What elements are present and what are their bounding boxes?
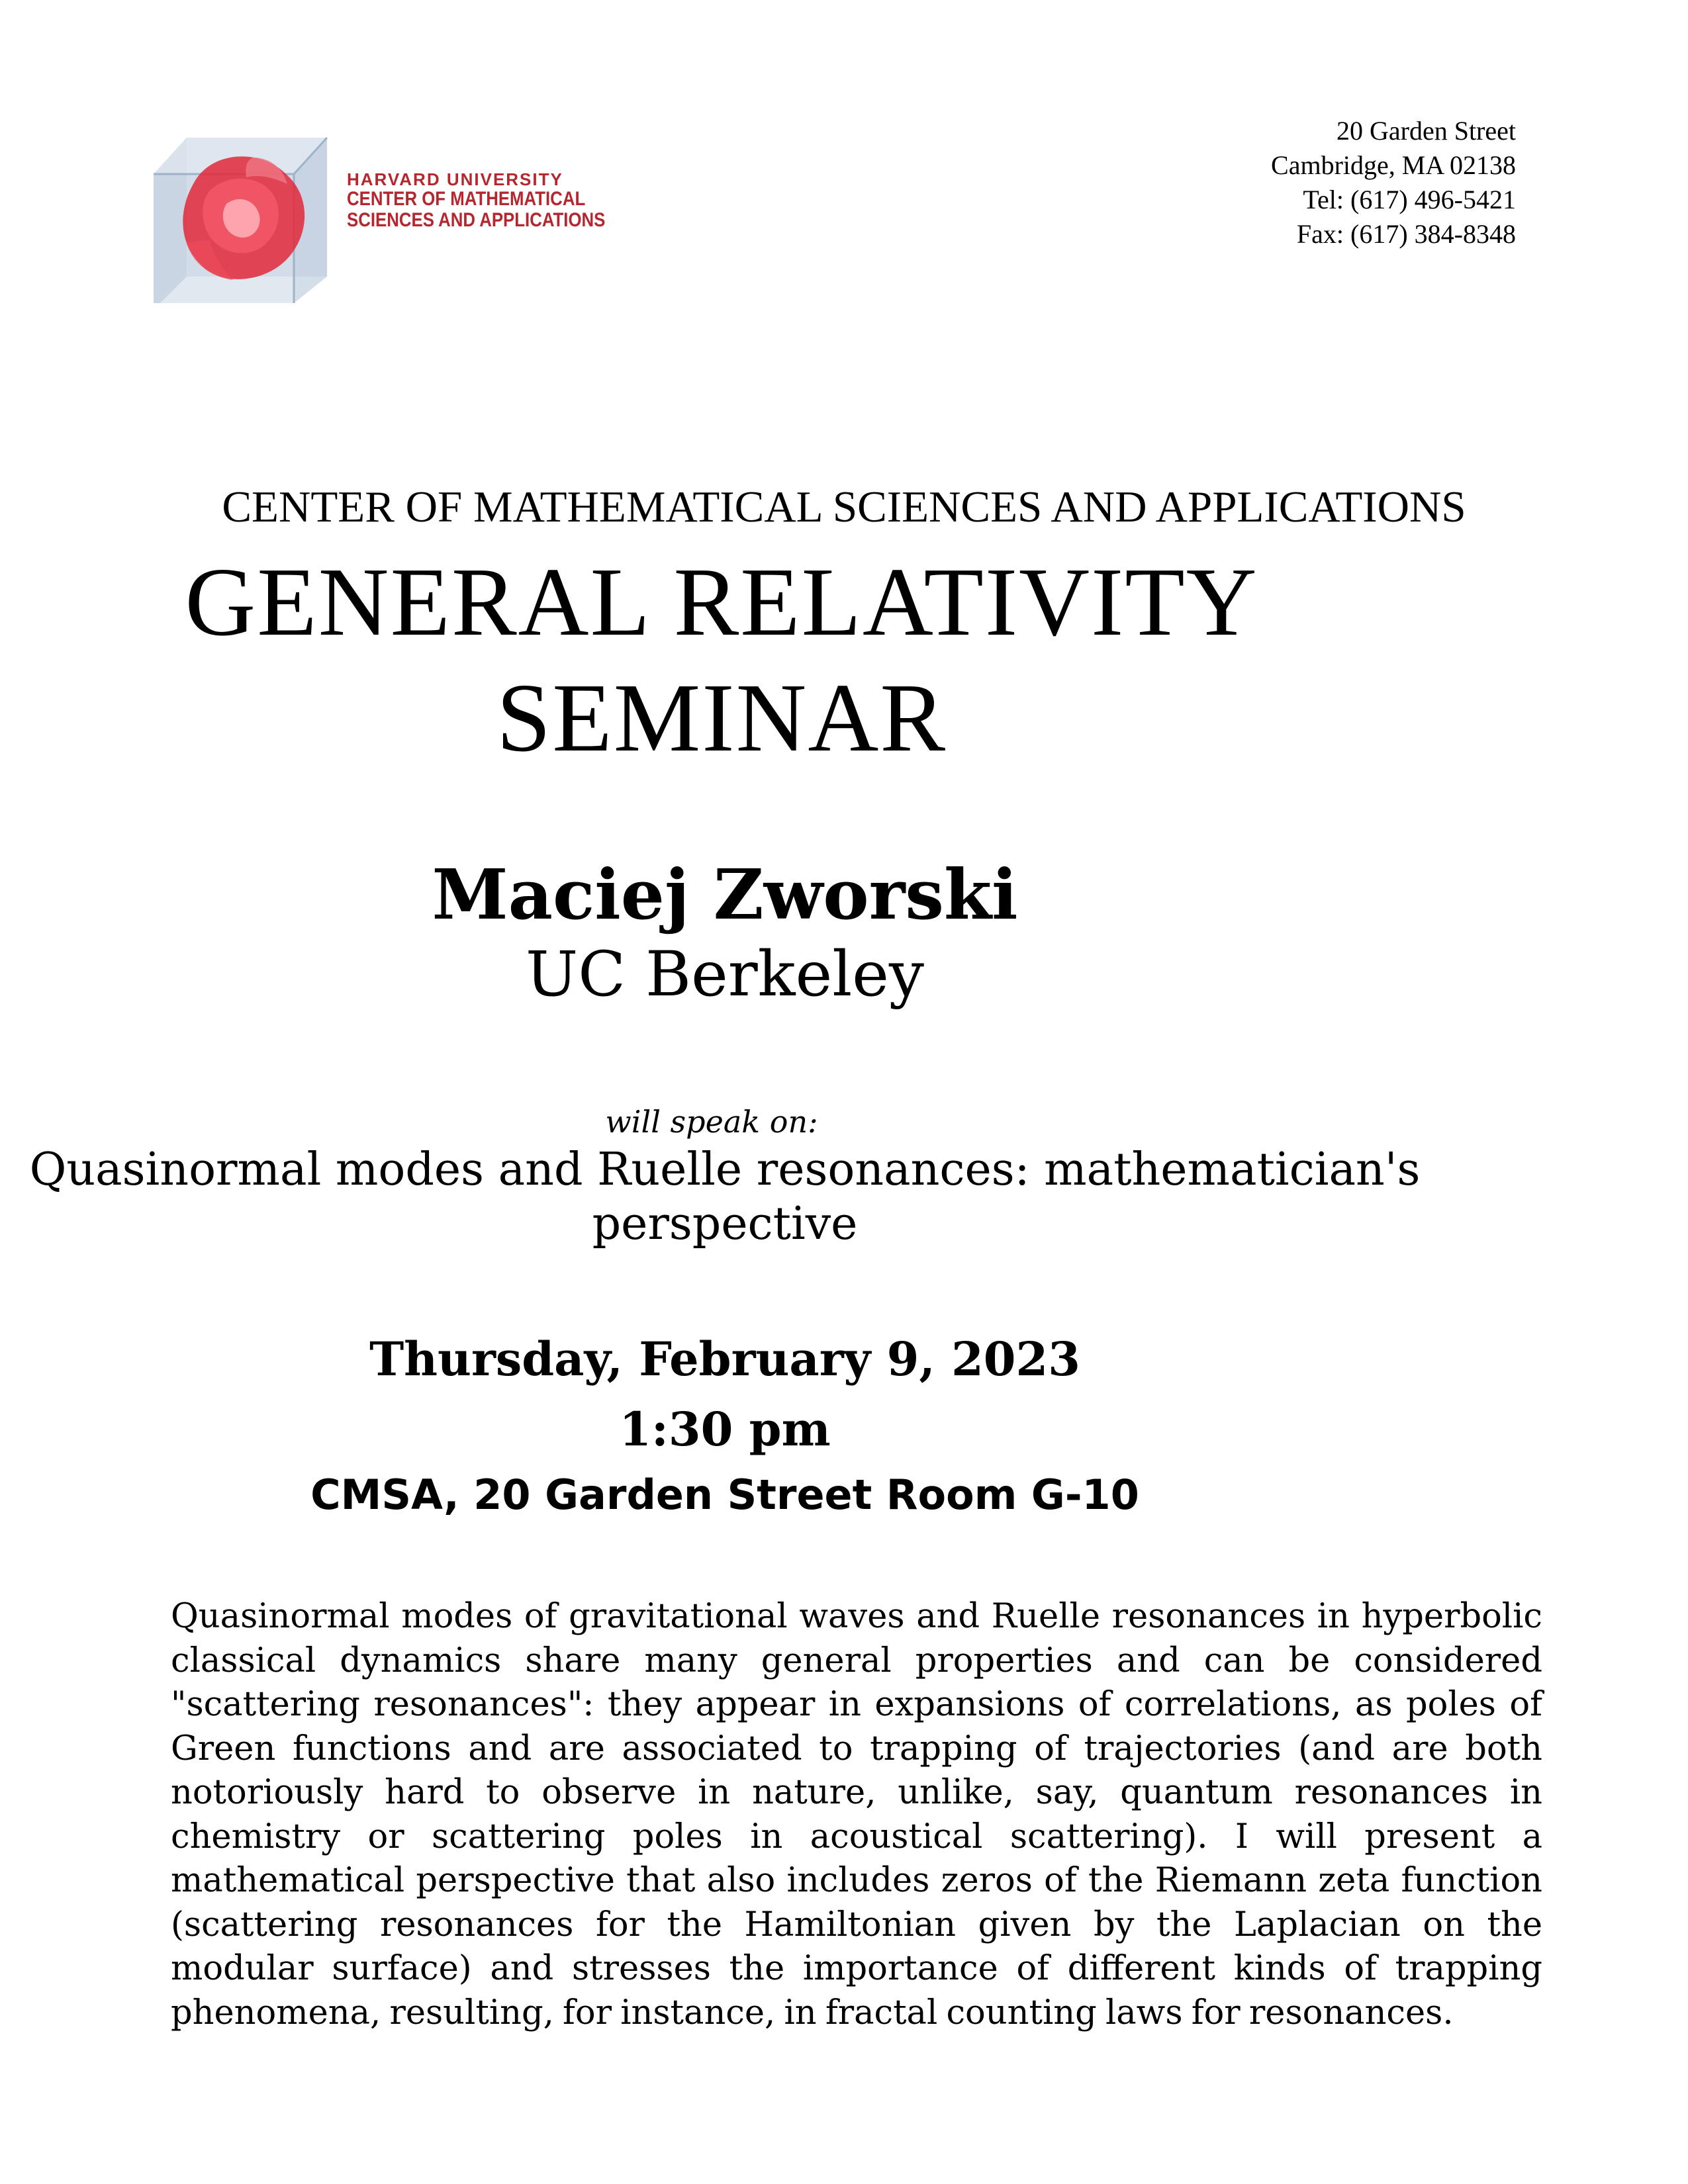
address-city: Cambridge, MA 02138: [1271, 150, 1516, 180]
logo-wordmark: [347, 171, 647, 230]
event-date: Thursday, February 9, 2023: [369, 1332, 1080, 1387]
cmsa-logo: [147, 111, 606, 303]
talk-abstract: Quasinormal modes of gravitational waves and Ruelle resonances in hyperbolic classical dynamics share many general properties and can be considered "scattering resonances": they appear in expansions of correlations, as poles of Green functions and are associated to trapping of trajectories (and are both notoriously hard to observe in nature, unlike, say, quantum resonances in chemistry or scattering poles in acoustical scattering). I will present a mathematical perspective that also includes zeros of the Riemann zeta function (scattering resonances for the Hamiltonian given by the Laplacian on the modular surface) and stresses the importance of different kinds of trapping phenomena, resulting, for instance, in fractal counting laws for resonances.: [171, 1597, 1542, 2032]
logo-line-center: CENTER OF MATHEMATICAL: [347, 188, 586, 210]
address-block: [1271, 114, 1516, 251]
logo-line-university: HARVARD UNIVERSITY: [347, 169, 563, 189]
organization-name: CENTER OF MATHEMATICAL SCIENCES AND APPLICATIONS: [222, 482, 1466, 531]
speaker-name: Maciej Zworski: [432, 854, 1018, 935]
logo-line-sciences: SCIENCES AND APPLICATIONS: [347, 208, 606, 231]
address-street: 20 Garden Street: [1336, 116, 1516, 146]
seminar-title-line1: GENERAL RELATIVITY: [185, 548, 1258, 657]
address-fax: Fax: (617) 384-8348: [1296, 219, 1516, 249]
cube-logo-icon: [147, 111, 339, 303]
event-time: 1:30 pm: [619, 1402, 831, 1457]
talk-title-line2: perspective: [592, 1198, 858, 1250]
seminar-title-line2: SEMINAR: [496, 664, 947, 772]
event-location: CMSA, 20 Garden Street Room G-10: [310, 1471, 1139, 1519]
address-tel: Tel: (617) 496-5421: [1303, 185, 1516, 214]
talk-title-line1: Quasinormal modes and Ruelle resonances: mathematician's: [29, 1144, 1421, 1196]
talk-intro: will speak on:: [605, 1104, 818, 1140]
speaker-affiliation: UC Berkeley: [525, 938, 925, 1011]
